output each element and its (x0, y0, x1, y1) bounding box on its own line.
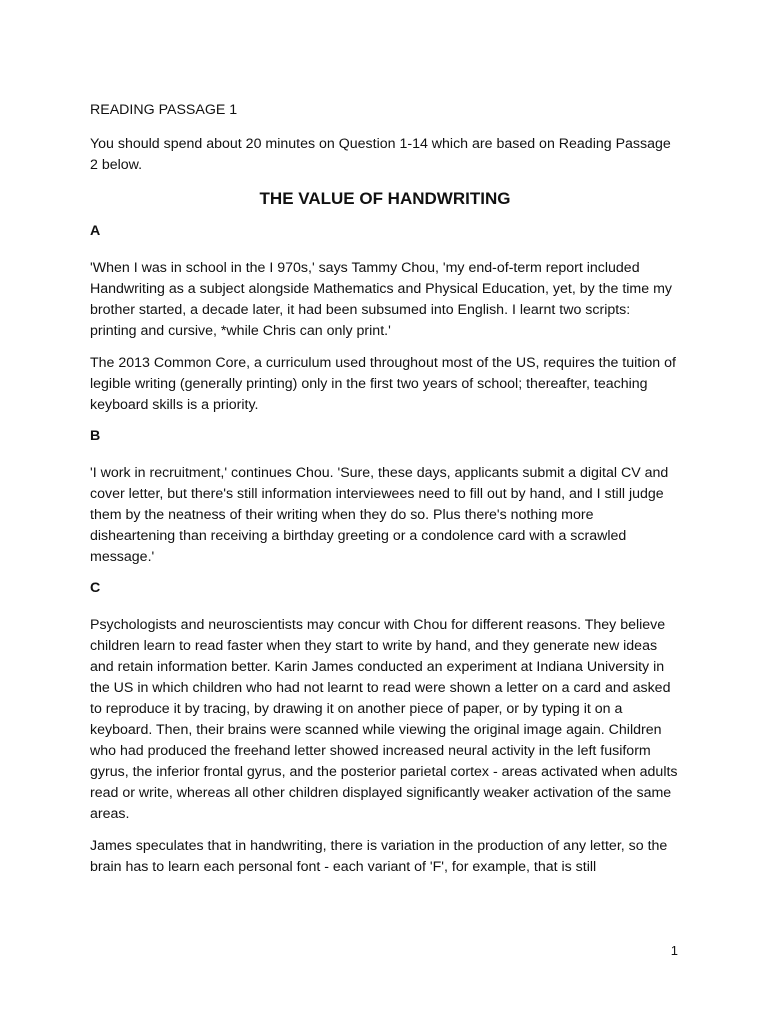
section-b-paragraph-1: 'I work in recruitment,' continues Chou. 'Sure, these days, applicants submit a digital CV and cover letter, but there's still information interviewees need to fill out by hand, and I still judge them by the neatness of their writing when they do so. Plus there's nothing more disheartening than receiving a birthday greeting or a condolence card with a scrawled message.' (90, 465, 669, 565)
section-b (90, 426, 680, 568)
section-letter-a: A (90, 223, 101, 239)
section-a-paragraph-2: The 2013 Common Core, a curriculum used throughout most of the US, requires the tuition of legible writing (generally printing) only in the first two years of school; thereafter, teaching keyboard skills is a priority. (90, 355, 676, 413)
document-title: THE VALUE OF HANDWRITING (259, 189, 511, 208)
section-a (90, 221, 680, 416)
document-page (90, 100, 680, 889)
section-c-paragraph-1: Psychologists and neuroscientists may concur with Chou for different reasons. They believe children learn to read faster when they start to write by hand, and they generate new ideas and retain information better. Karin James conducted an experiment at Indiana University in the US in which children who had not learnt to read were shown a letter on a card and asked to reproduce it by tracing, by drawing it on another piece of paper, or by typing it on a keyboard. Then, their brains were scanned while viewing the original image again. Children who had produced the freehand letter showed increased neural activity in the left fusiform gyrus, the inferior frontal gyrus, and the posterior parietal cortex - areas activated when adults read or write, whereas all other children displayed significantly weaker activation of the same areas. (90, 617, 678, 822)
section-letter-c: C (90, 580, 101, 596)
section-letter-b: B (90, 428, 101, 444)
instructions-text: You should spend about 20 minutes on Question 1-14 which are based on Reading Passage 2 below. (90, 136, 671, 173)
section-c (90, 578, 680, 878)
section-c-paragraph-2: James speculates that in handwriting, there is variation in the production of any letter, so the brain has to learn each personal font - each variant of 'F', for example, that is still (90, 838, 668, 875)
passage-label: READING PASSAGE 1 (90, 102, 238, 118)
section-a-paragraph-1: 'When I was in school in the I 970s,' says Tammy Chou, 'my end-of-term report included Handwriting as a subject alongside Mathematics and Physical Education, yet, by the time my brother started, a decade later, it had been subsumed into English. I learnt two scripts: printing and cursive, *while Chris can only print.' (90, 260, 672, 339)
page-number: 1 (670, 943, 678, 958)
